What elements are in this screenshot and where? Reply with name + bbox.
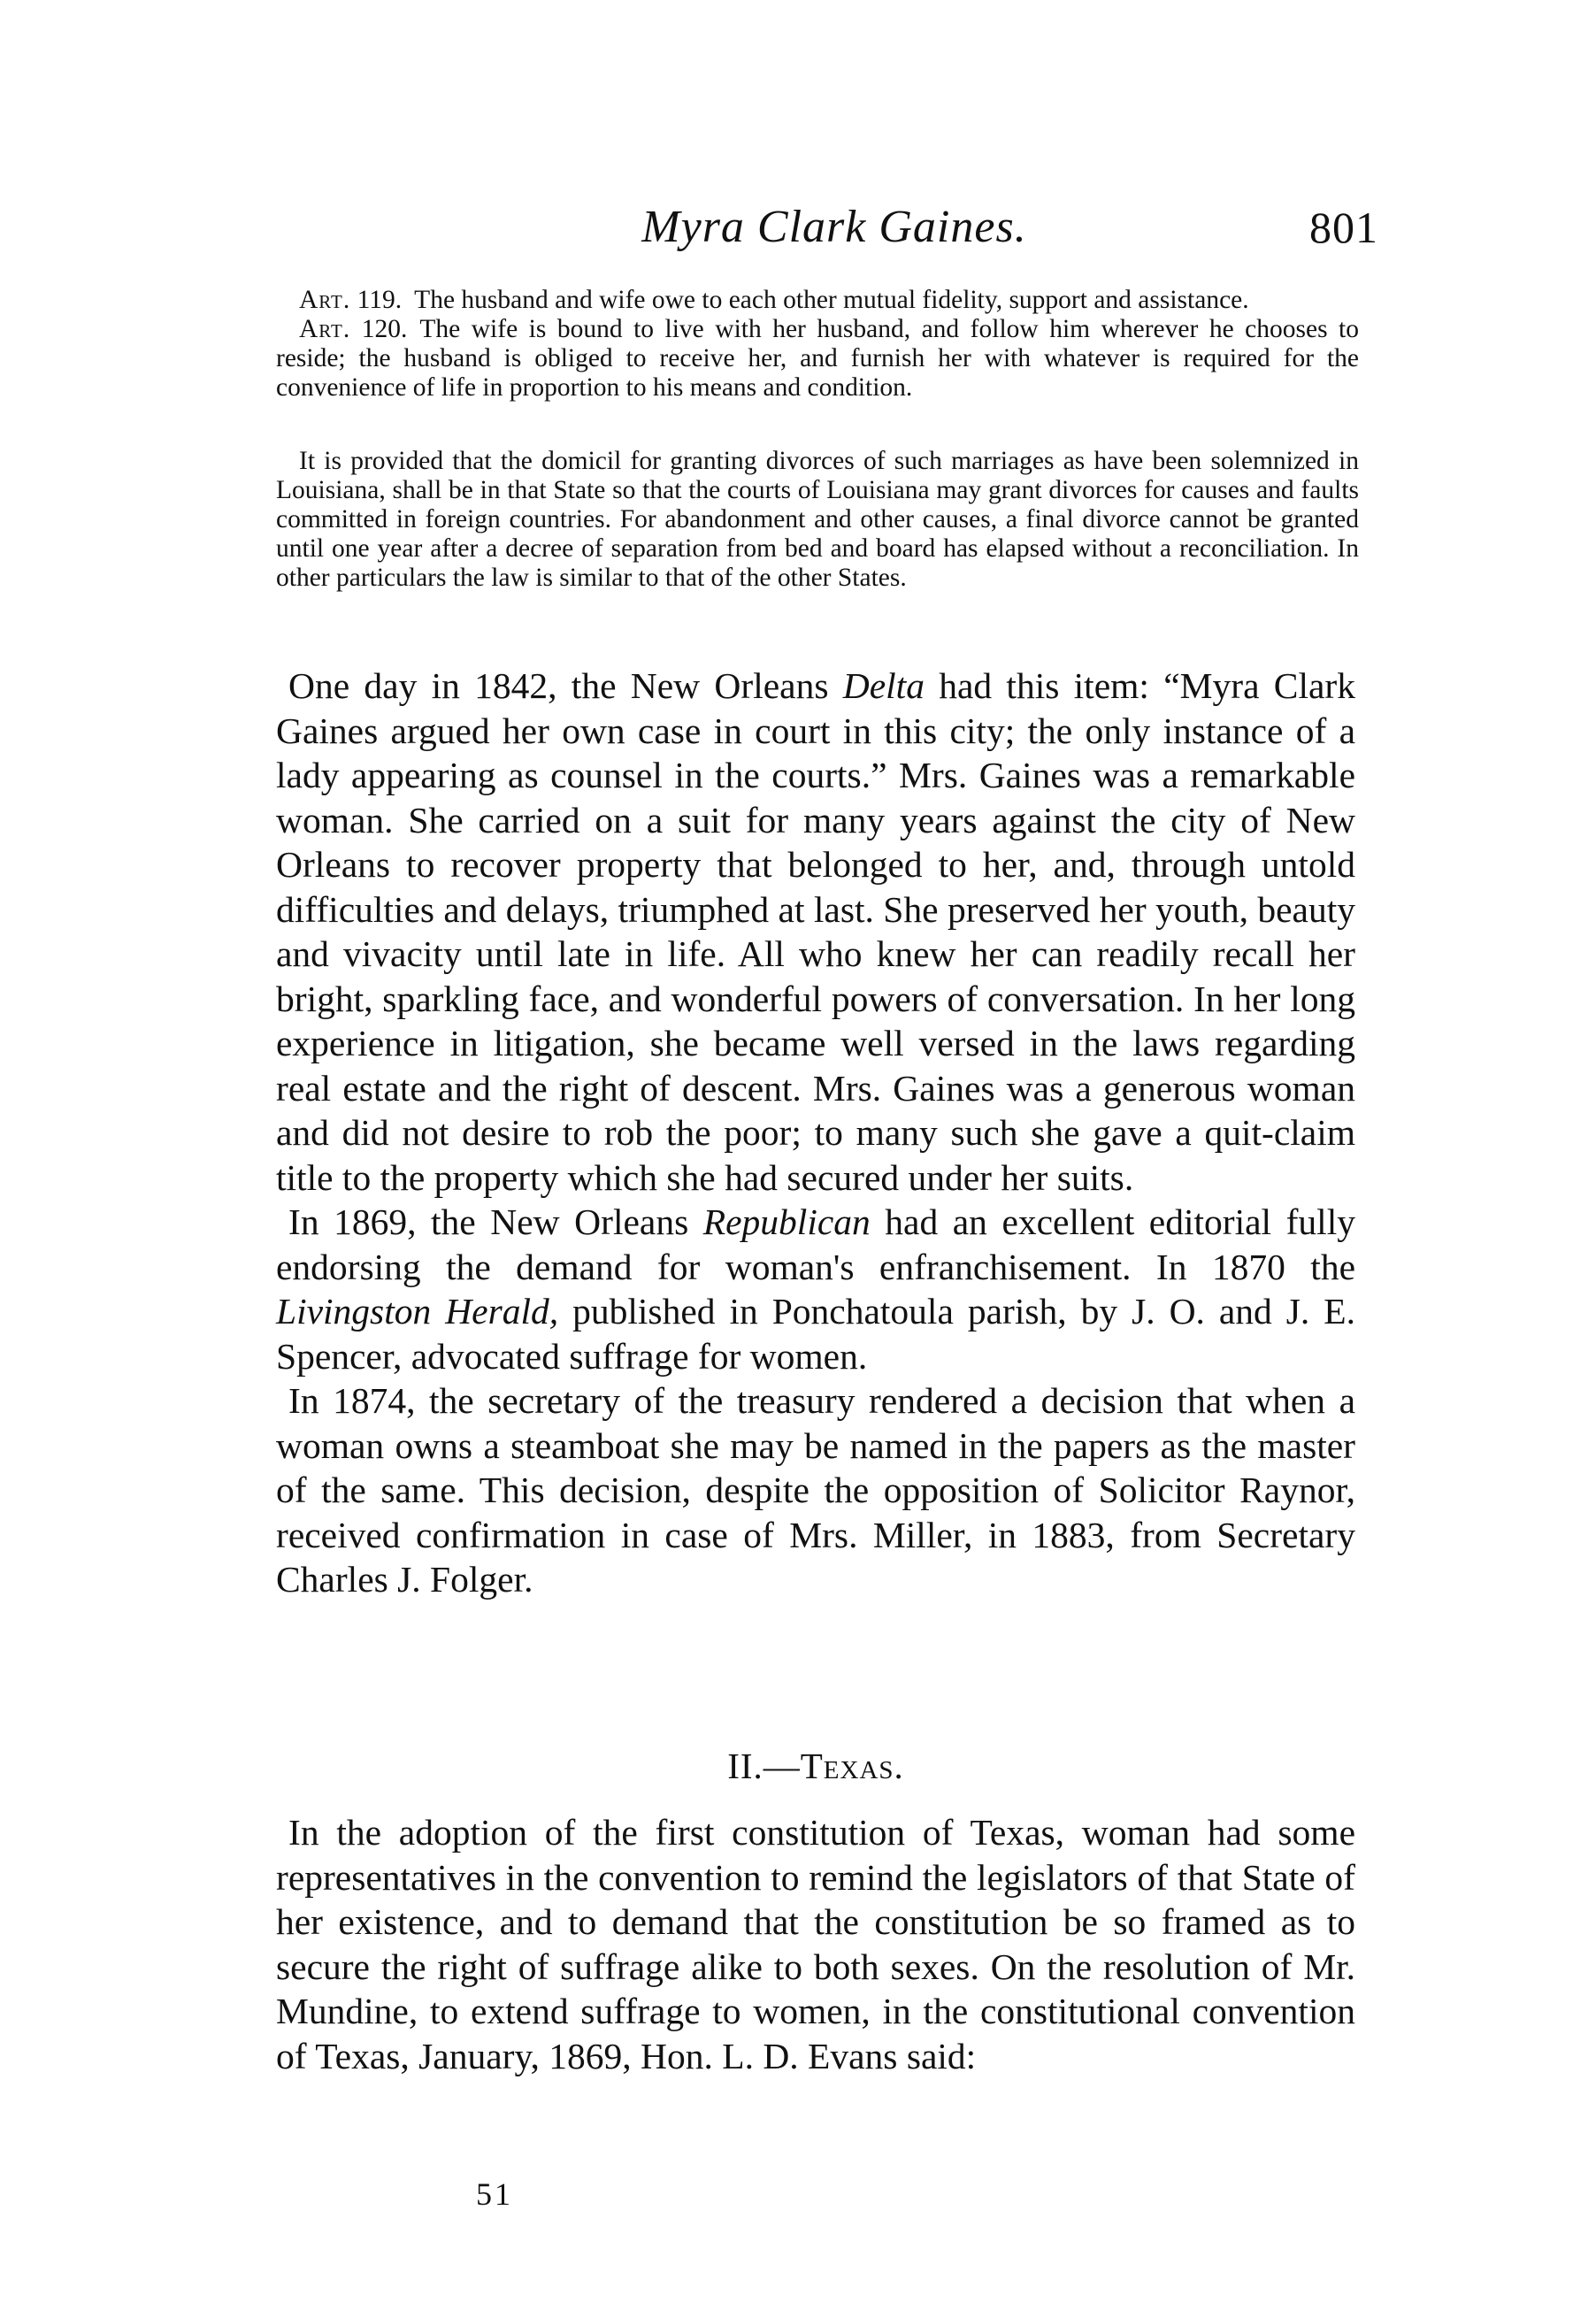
paragraph-steamboat: In 1874, the secretary of the treasury rendered a decision that when a woman owns a steamboat she may be named in the papers as the master of the same. This decision, despite the opposition of Solicitor Raynor, received confirmation in case of Mrs. Miller, in 1883, from Secretary Charles J. Folger. — [276, 1380, 1355, 1600]
running-head — [290, 196, 1378, 258]
paragraph-republican — [276, 1200, 1355, 1378]
section-heading-text: II.—Texas. — [727, 1746, 904, 1786]
herald-title: Livingston Herald, — [276, 1291, 559, 1332]
article-label: Art. — [299, 315, 351, 343]
article-text: The husband and wife owe to each other mutual fidelity, support and assistance. — [414, 286, 1249, 314]
article-label: Art. — [299, 286, 351, 314]
paragraph-texas: In the adoption of the first constitution of Texas, woman had some representatives in the convention to remind the legislators of that State of her existence, and to demand that the constitution be so framed as to secure the right of suffrage alike to both sexes. On the resolution of Mr. Mundine, to extend suffrage to women, in the constitutional convention of Texas, January, 1869, Hon. L. D. Evans said: — [276, 1812, 1355, 2076]
article-120 — [276, 315, 1359, 403]
section-heading — [276, 1741, 1355, 1791]
republican-title: Republican — [702, 1201, 871, 1242]
page-number: 801 — [1309, 203, 1378, 252]
texas-text — [276, 1810, 1355, 2078]
paragraph-republican-part1: In 1869, the New Orleans — [288, 1201, 703, 1242]
paragraph-gaines-intro: One day in 1842, the New Orleans — [288, 665, 843, 706]
paragraph-gaines — [276, 664, 1355, 1200]
running-title: Myra Clark Gaines. — [641, 202, 1027, 252]
article-119 — [276, 286, 1359, 315]
paragraph-republican-part3: published in Ponchatoula parish, by J. O. and J. E. Spencer, advocated suffrage for women. — [276, 1291, 1355, 1377]
article-number: 119. — [357, 286, 403, 314]
paragraph-gaines-body: had this item: “Myra Clark Gaines argued her own case in court in this city; the only instance of a lady appearing as counsel in the courts.” Mrs. Gaines was a remarkable woman. She carried on a suit for many years against the city of New Orleans to recover property that belonged to her, and, through untold difficulties and delays, triumphed at last. She preserved her youth, beauty and vivacity until late in life. All who knew her can readily recall her bright, sparkling face, and wonderful powers of conversation. In her long experience in litigation, she became well versed in the laws regarding real estate and the right of descent. Mrs. Gaines was a generous woman and did not desire to rob the poor; to many such she gave a quit-claim title to the property which she had secured under her suits. — [276, 665, 1355, 1198]
note-block — [276, 447, 1359, 593]
note-paragraph: It is provided that the domicil for granting divorces of such marriages as have been solemnized in Louisiana, shall be in that State so that the courts of Louisiana may grant divorces for causes and faults committed in foreign countries. For abandonment and other causes, a final divorce cannot be granted until one year after a decree of separation from bed and board has elapsed without a reconciliation. In other particulars the law is similar to that of the other States. — [276, 447, 1359, 592]
signature-mark: 51 — [476, 2176, 513, 2212]
delta-title: Delta — [842, 665, 925, 706]
main-text — [276, 664, 1355, 1602]
article-text: The wife is bound to live with her husband, and follow him wherever he chooses to reside; the husband is obliged to receive her, and furnish her with whatever is required for the convenience of life in proportion to his means and condition. — [276, 315, 1360, 402]
article-number: 120. — [361, 315, 408, 343]
articles-block — [276, 286, 1359, 403]
paragraph-republican-part2: had an excellent editorial fully endorsing the demand for woman's enfranchisement. In 1870 the — [276, 1201, 1355, 1287]
